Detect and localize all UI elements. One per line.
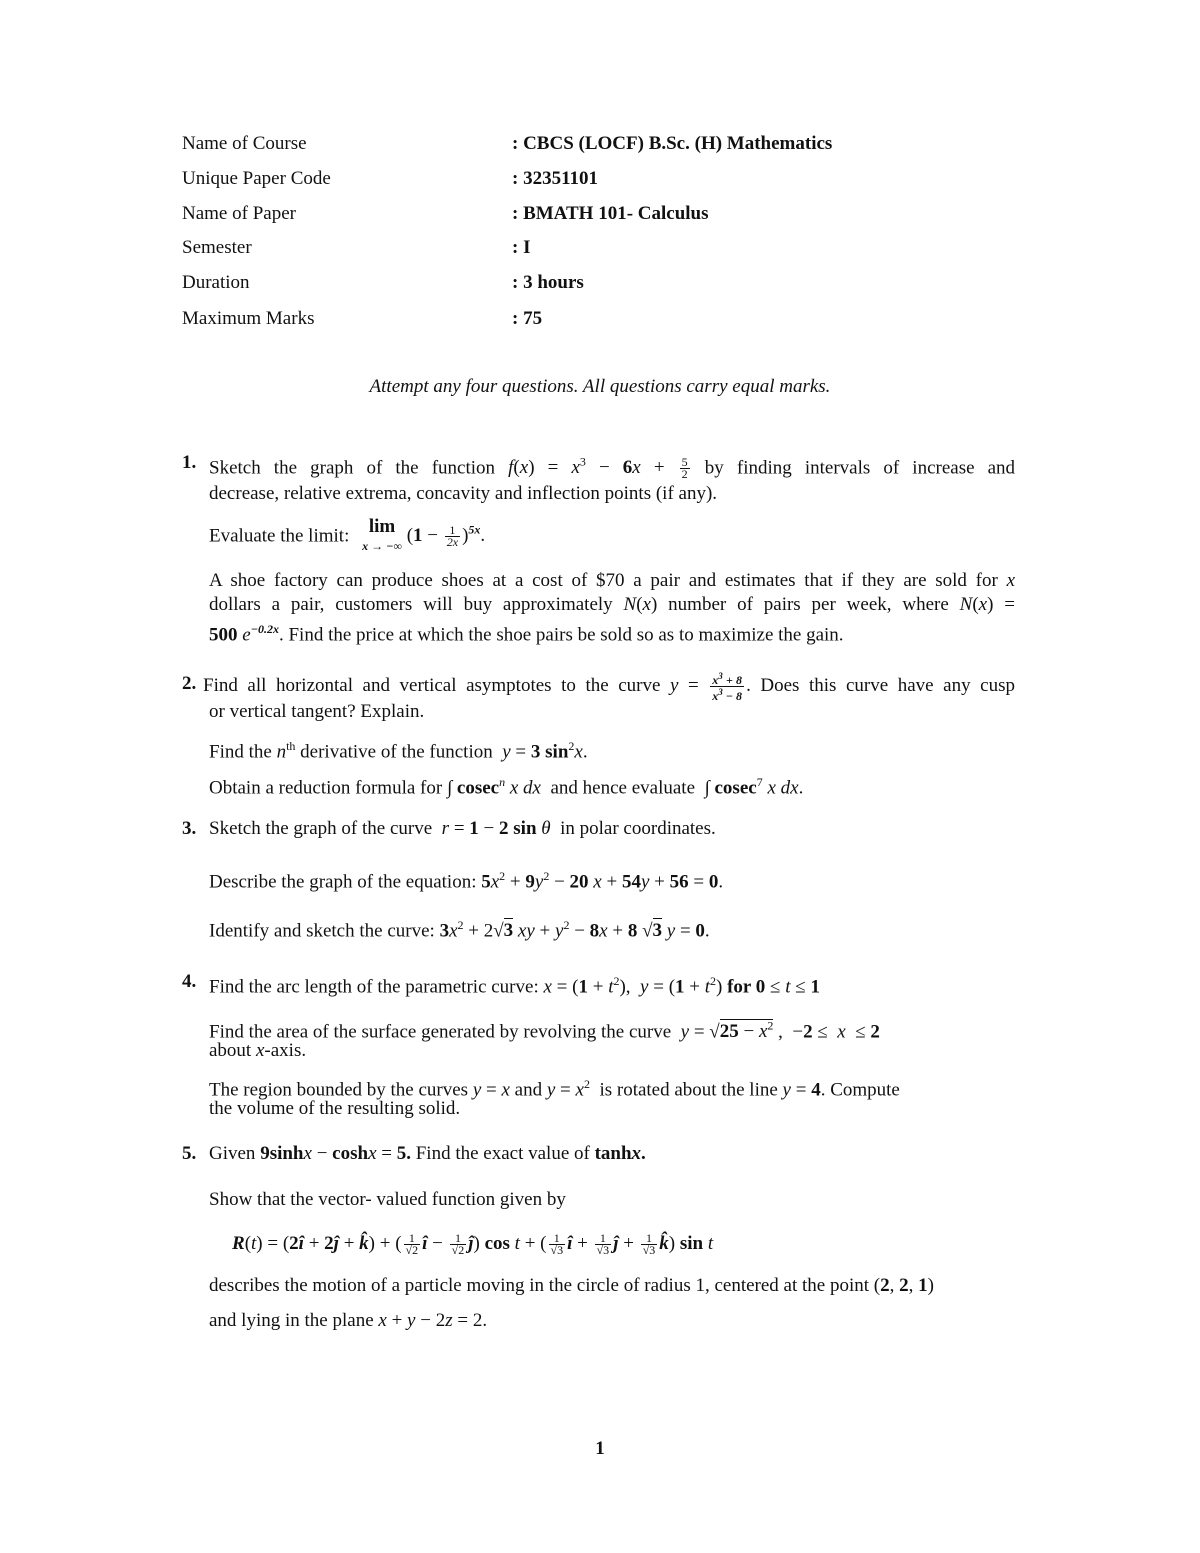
q4a-text: Find the arc length of the parametric curve:	[209, 976, 539, 998]
meta-key: Unique Paper Code	[182, 168, 331, 189]
q4-part-c-line1: The region bounded by the curves y = x and $y = x^2$ is rotated about the line y = 4. Compute	[209, 1077, 900, 1101]
q5-part-b-line3: describes the motion of a particle moving in the circle of radius 1, centered at the point (2, 2, 1)	[209, 1275, 934, 1296]
q5b-text: and lying in the plane	[209, 1310, 374, 1331]
q1c-text: dollars a pair, customers will buy approximately	[209, 594, 613, 615]
q2c-text: Obtain a reduction formula for	[209, 777, 443, 799]
meta-value: : BMATH 101- Calculus	[512, 203, 709, 224]
q4-part-b-line2: about x-axis.	[209, 1040, 307, 1061]
question-number: 4.	[182, 971, 197, 992]
q4c-text: The region bounded by the curves	[209, 1079, 469, 1101]
q2-part-a-line1	[203, 671, 1015, 702]
q5b-text: describes the motion of a particle moving in the circle of radius 1, centered at the point	[209, 1275, 870, 1296]
q1-part-b	[209, 518, 485, 555]
q4c-text: . Compute	[820, 1079, 900, 1101]
q1c-text: . Find the price at which the shoe pairs be sold so as to maximize the gain.	[278, 624, 844, 646]
q2b-text: derivative of the function	[300, 741, 493, 763]
q1b-limit: lim x → −∞	[362, 516, 402, 553]
q2c-text: and hence evaluate	[550, 777, 696, 799]
q2b-text: Find the	[209, 741, 272, 763]
q1b-expression: (1 − $\frac{1}{2x}$ )$^{5x}$.	[406, 523, 486, 550]
q1-part-a-line1	[209, 450, 1015, 480]
q4-part-c-line2: the volume of the resulting solid.	[209, 1098, 461, 1119]
meta-value: : 3 hours	[512, 272, 584, 293]
q1b-label: Evaluate the limit:	[209, 525, 350, 547]
meta-row-paper-name	[182, 203, 982, 229]
q3b-text: Describe the graph of the equation:	[209, 871, 477, 893]
q1-part-c-line2: dollars a pair, customers will buy approximately N(x) number of pairs per week, where N(x) =	[209, 594, 1015, 615]
q4b-text: Find the area of the surface generated by revolving the curve	[209, 1021, 672, 1043]
q5-part-b-line1: Show that the vector- valued function given by	[209, 1189, 566, 1210]
meta-row-paper-code	[182, 168, 982, 194]
q4-part-a: Find the arc length of the parametric curve: $x = (1 + t^2)$, $y = (1 + t^2)$ for 0 ≤ t ≤ 1	[209, 974, 820, 998]
q3c-text: Identify and sketch the curve:	[209, 920, 435, 942]
meta-row-course	[182, 133, 982, 159]
meta-key: Semester	[182, 237, 252, 258]
question-number: 3.	[182, 818, 197, 839]
meta-value: : 75	[512, 308, 543, 329]
q2-part-c: Obtain a reduction formula for ∫ cosec$^n$ x dx and hence evaluate ∫ cosec$^7$ x dx.	[209, 775, 804, 799]
meta-row-semester	[182, 237, 982, 263]
q3a-text: in polar coordinates.	[560, 818, 716, 839]
q1-part-c-line3: 500 $e^{-0.2x}$. Find the price at which the shoe pairs be sold so as to maximize the gain.	[209, 622, 844, 646]
q4-part-b-line1: Find the area of the surface generated by revolving the curve $y = √25 - x^2$ , −2 ≤ x ≤ 2	[209, 1019, 880, 1043]
q4c-text: is rotated about the line	[599, 1079, 778, 1101]
q3-part-c: Identify and sketch the curve: $3x^2 + 2√3$ xy + $y^2 - 8x + 8$ √3 y = 0.	[209, 918, 710, 942]
question-number: 5.	[182, 1143, 197, 1164]
q3-part-b: Describe the graph of the equation: $5x^2 + 9y^2 - 20$ x + 54y + 56 = 0.	[209, 869, 724, 893]
meta-row-duration	[182, 272, 982, 298]
q1-part-a-line2: decrease, relative extrema, concavity and inflection points (if any).	[209, 483, 718, 504]
meta-key: Name of Course	[182, 133, 307, 154]
q2-part-b: Find the $n^{th}$ derivative of the function y = 3 $\sin^2x$.	[209, 739, 588, 763]
q5-vector-function: R(t) = (2î + 2ĵ + k̂) + ( $\frac{1}{√2}$ î − $\frac{1}{√2}$ ĵ) cos t + ( $\frac{1}{√3}$ î + $\frac{1}{√3}$ ĵ + $\frac{1}{√3}$ k̂) sin t	[232, 1231, 714, 1258]
question-number: 1.	[182, 452, 197, 473]
q4c-text: and	[514, 1079, 543, 1101]
instructions: Attempt any four questions. All questions carry equal marks.	[369, 376, 831, 397]
q1c-text: number of pairs per week, where	[668, 594, 949, 615]
q1c-text: A shoe factory can produce shoes at a cost of $70 a pair and estimates that if they are sold for	[209, 570, 998, 591]
q3a-text: Sketch the graph of the curve	[209, 818, 433, 839]
meta-key: Name of Paper	[182, 203, 296, 224]
page-number: 1	[595, 1438, 605, 1459]
q2a-text: . Does this curve have any cusp	[746, 674, 1016, 696]
q1a-math: $f(x) = x^3 - 6x$ + $\frac{5}{2}$	[508, 455, 688, 482]
q4b-text: -axis.	[264, 1040, 307, 1061]
q4b-text: about	[209, 1040, 252, 1061]
q5-part-a: Given 9sinhx − coshx = 5. Find the exact value of tanhx.	[209, 1143, 646, 1164]
meta-value: : 32351101	[512, 168, 599, 189]
question-number: 2.	[182, 673, 197, 694]
meta-row-max-marks	[182, 308, 982, 334]
meta-value: : CBCS (LOCF) B.Sc. (H) Mathematics	[512, 133, 833, 154]
meta-value: : I	[512, 237, 531, 258]
q2-part-a-line2: or vertical tangent? Explain.	[209, 701, 425, 722]
q1a-text: Sketch the graph of the function	[209, 457, 496, 479]
q2a-math: y = $\frac{x^3 + 8}{x^3 - 8}$	[670, 671, 743, 703]
q2a-text: Find all horizontal and vertical asymptotes to the curve	[203, 674, 661, 696]
meta-key: Duration	[182, 272, 250, 293]
meta-key: Maximum Marks	[182, 308, 315, 329]
q5-part-b-line4: and lying in the plane x + y − 2z = 2.	[209, 1310, 488, 1331]
q3-part-a: Sketch the graph of the curve r = 1 − 2 sin θ in polar coordinates.	[209, 818, 716, 839]
q1a-text: by finding intervals of increase and	[704, 457, 1016, 479]
q5a-text: Given	[209, 1143, 256, 1164]
q1-part-c-line1: A shoe factory can produce shoes at a cost of $70 a pair and estimates that if they are sold for x	[209, 570, 1015, 591]
q5a-text: Find the exact value of	[415, 1143, 590, 1164]
